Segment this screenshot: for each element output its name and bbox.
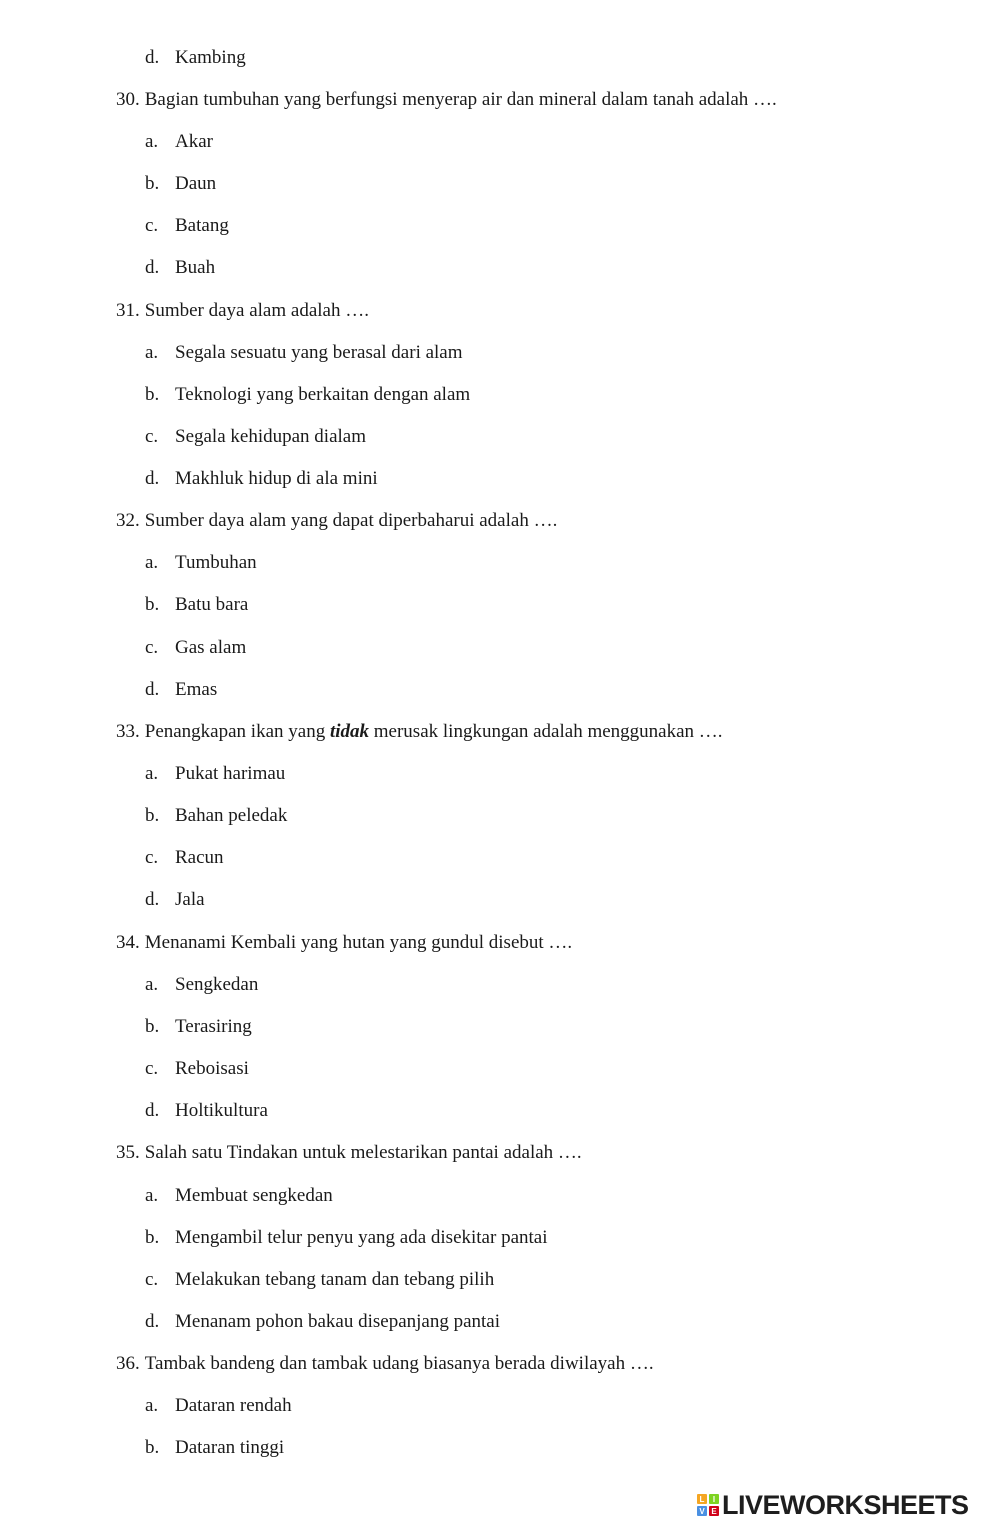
q33-option-c (145, 847, 224, 869)
q30-option-b (145, 173, 216, 195)
question-33 (116, 721, 723, 743)
option-text: Dataran rendah (175, 1395, 292, 1416)
option-text: Buah (175, 257, 216, 278)
option-letter: d. (145, 889, 160, 910)
option-letter: d. (145, 47, 160, 68)
q34-option-c (145, 1058, 249, 1080)
question-number: 32. (116, 510, 140, 531)
q32-option-d (145, 679, 217, 701)
option-text: Batu bara (175, 594, 249, 615)
option-text: Dataran tinggi (175, 1437, 285, 1458)
option-text: Holtikultura (175, 1100, 268, 1121)
q36-option-a (145, 1395, 292, 1417)
option-text: Membuat sengkedan (175, 1185, 333, 1206)
q35-option-c (145, 1269, 494, 1291)
option-letter: b. (145, 1437, 160, 1458)
option-text: Makhluk hidup di ala mini (175, 468, 378, 489)
option-letter: b. (145, 173, 160, 194)
question-text: Sumber daya alam adalah …. (144, 300, 369, 321)
option-text: Jala (175, 889, 205, 910)
liveworksheets-logo-icon (697, 1494, 719, 1516)
option-letter: a. (145, 552, 159, 573)
question-text: Salah satu Tindakan untuk melestarikan pantai adalah …. (144, 1142, 582, 1163)
option-letter: a. (145, 763, 159, 784)
option-text: Segala kehidupan dialam (175, 426, 366, 447)
option-text: Kambing (175, 47, 246, 68)
option-text: Racun (175, 847, 224, 868)
option-letter: c. (145, 1058, 159, 1079)
q35-option-b (145, 1227, 548, 1249)
logo-cell: V (697, 1506, 707, 1516)
option-text: Mengambil telur penyu yang ada disekitar pantai (175, 1227, 548, 1248)
q31-option-b (145, 384, 470, 406)
question-number: 33. (116, 721, 140, 742)
option-letter: a. (145, 974, 159, 995)
option-letter: c. (145, 637, 159, 658)
q35-option-a (145, 1185, 333, 1207)
q32-option-a (145, 552, 257, 574)
option-letter: b. (145, 384, 160, 405)
option-letter: c. (145, 847, 159, 868)
question-35 (116, 1142, 582, 1164)
option-letter: d. (145, 257, 160, 278)
question-text-emphasis: tidak (329, 721, 370, 742)
option-text: Akar (175, 131, 213, 152)
option-text: Sengkedan (175, 974, 259, 995)
option-letter: c. (145, 215, 159, 236)
question-text: Tambak bandeng dan tambak udang biasanya berada diwilayah …. (144, 1353, 654, 1374)
q35-option-d (145, 1311, 500, 1333)
option-letter: c. (145, 1269, 159, 1290)
question-number: 35. (116, 1142, 140, 1163)
question-number: 30. (116, 89, 140, 110)
q30-option-d (145, 257, 215, 279)
option-letter: d. (145, 1100, 160, 1121)
option-letter: b. (145, 805, 160, 826)
option-text: Bahan peledak (175, 805, 288, 826)
option-letter: a. (145, 342, 159, 363)
option-text: Terasiring (175, 1016, 252, 1037)
question-34 (116, 932, 572, 954)
question-32 (116, 510, 557, 532)
q34-option-a (145, 974, 258, 996)
q36-option-b (145, 1437, 284, 1459)
option-text: Batang (175, 215, 229, 236)
option-letter: b. (145, 1016, 160, 1037)
q32-option-c (145, 637, 246, 659)
option-text: Melakukan tebang tanam dan tebang pilih (175, 1269, 495, 1290)
q34-option-d (145, 1100, 268, 1122)
option-text: Gas alam (175, 637, 247, 658)
option-letter: a. (145, 131, 159, 152)
logo-cell: E (709, 1506, 719, 1516)
brand-name: LIVEWORKSHEETS (722, 1489, 969, 1520)
option-letter: b. (145, 594, 160, 615)
q33-option-d (145, 889, 205, 911)
liveworksheets-watermark (697, 1490, 993, 1520)
option-letter: d. (145, 468, 160, 489)
logo-cell: I (709, 1494, 719, 1504)
question-31 (116, 300, 369, 322)
option-letter: c. (145, 426, 159, 447)
q34-option-b (145, 1016, 252, 1038)
q30-option-a (145, 131, 213, 153)
question-text: Menanami Kembali yang hutan yang gundul disebut …. (144, 932, 573, 953)
option-d-previous-question (145, 47, 246, 69)
question-text: Sumber daya alam yang dapat diperbaharui adalah …. (144, 510, 558, 531)
question-number: 34. (116, 932, 140, 953)
option-text: Segala sesuatu yang berasal dari alam (175, 342, 463, 363)
option-text: Reboisasi (175, 1058, 249, 1079)
option-text: Teknologi yang berkaitan dengan alam (175, 384, 471, 405)
option-text: Pukat harimau (175, 763, 286, 784)
q31-option-c (145, 426, 366, 448)
option-text: Daun (175, 173, 217, 194)
question-text: Bagian tumbuhan yang berfungsi menyerap air dan mineral dalam tanah adalah …. (144, 89, 777, 110)
option-letter: a. (145, 1185, 159, 1206)
option-text: Emas (175, 679, 218, 700)
option-letter: a. (145, 1395, 159, 1416)
option-text: Tumbuhan (175, 552, 257, 573)
q31-option-d (145, 468, 378, 490)
question-36 (116, 1353, 654, 1375)
question-text-after: merusak lingkungan adalah menggunakan …. (369, 721, 723, 742)
option-letter: b. (145, 1227, 160, 1248)
q33-option-a (145, 763, 285, 785)
option-letter: d. (145, 1311, 160, 1332)
q33-option-b (145, 805, 287, 827)
question-text-before: Penangkapan ikan yang (144, 721, 330, 742)
q31-option-a (145, 342, 463, 364)
option-letter: d. (145, 679, 160, 700)
q30-option-c (145, 215, 229, 237)
question-30 (116, 89, 777, 111)
logo-cell: L (697, 1494, 707, 1504)
question-number: 36. (116, 1353, 140, 1374)
option-text: Menanam pohon bakau disepanjang pantai (175, 1311, 501, 1332)
question-number: 31. (116, 300, 140, 321)
q32-option-b (145, 594, 248, 616)
